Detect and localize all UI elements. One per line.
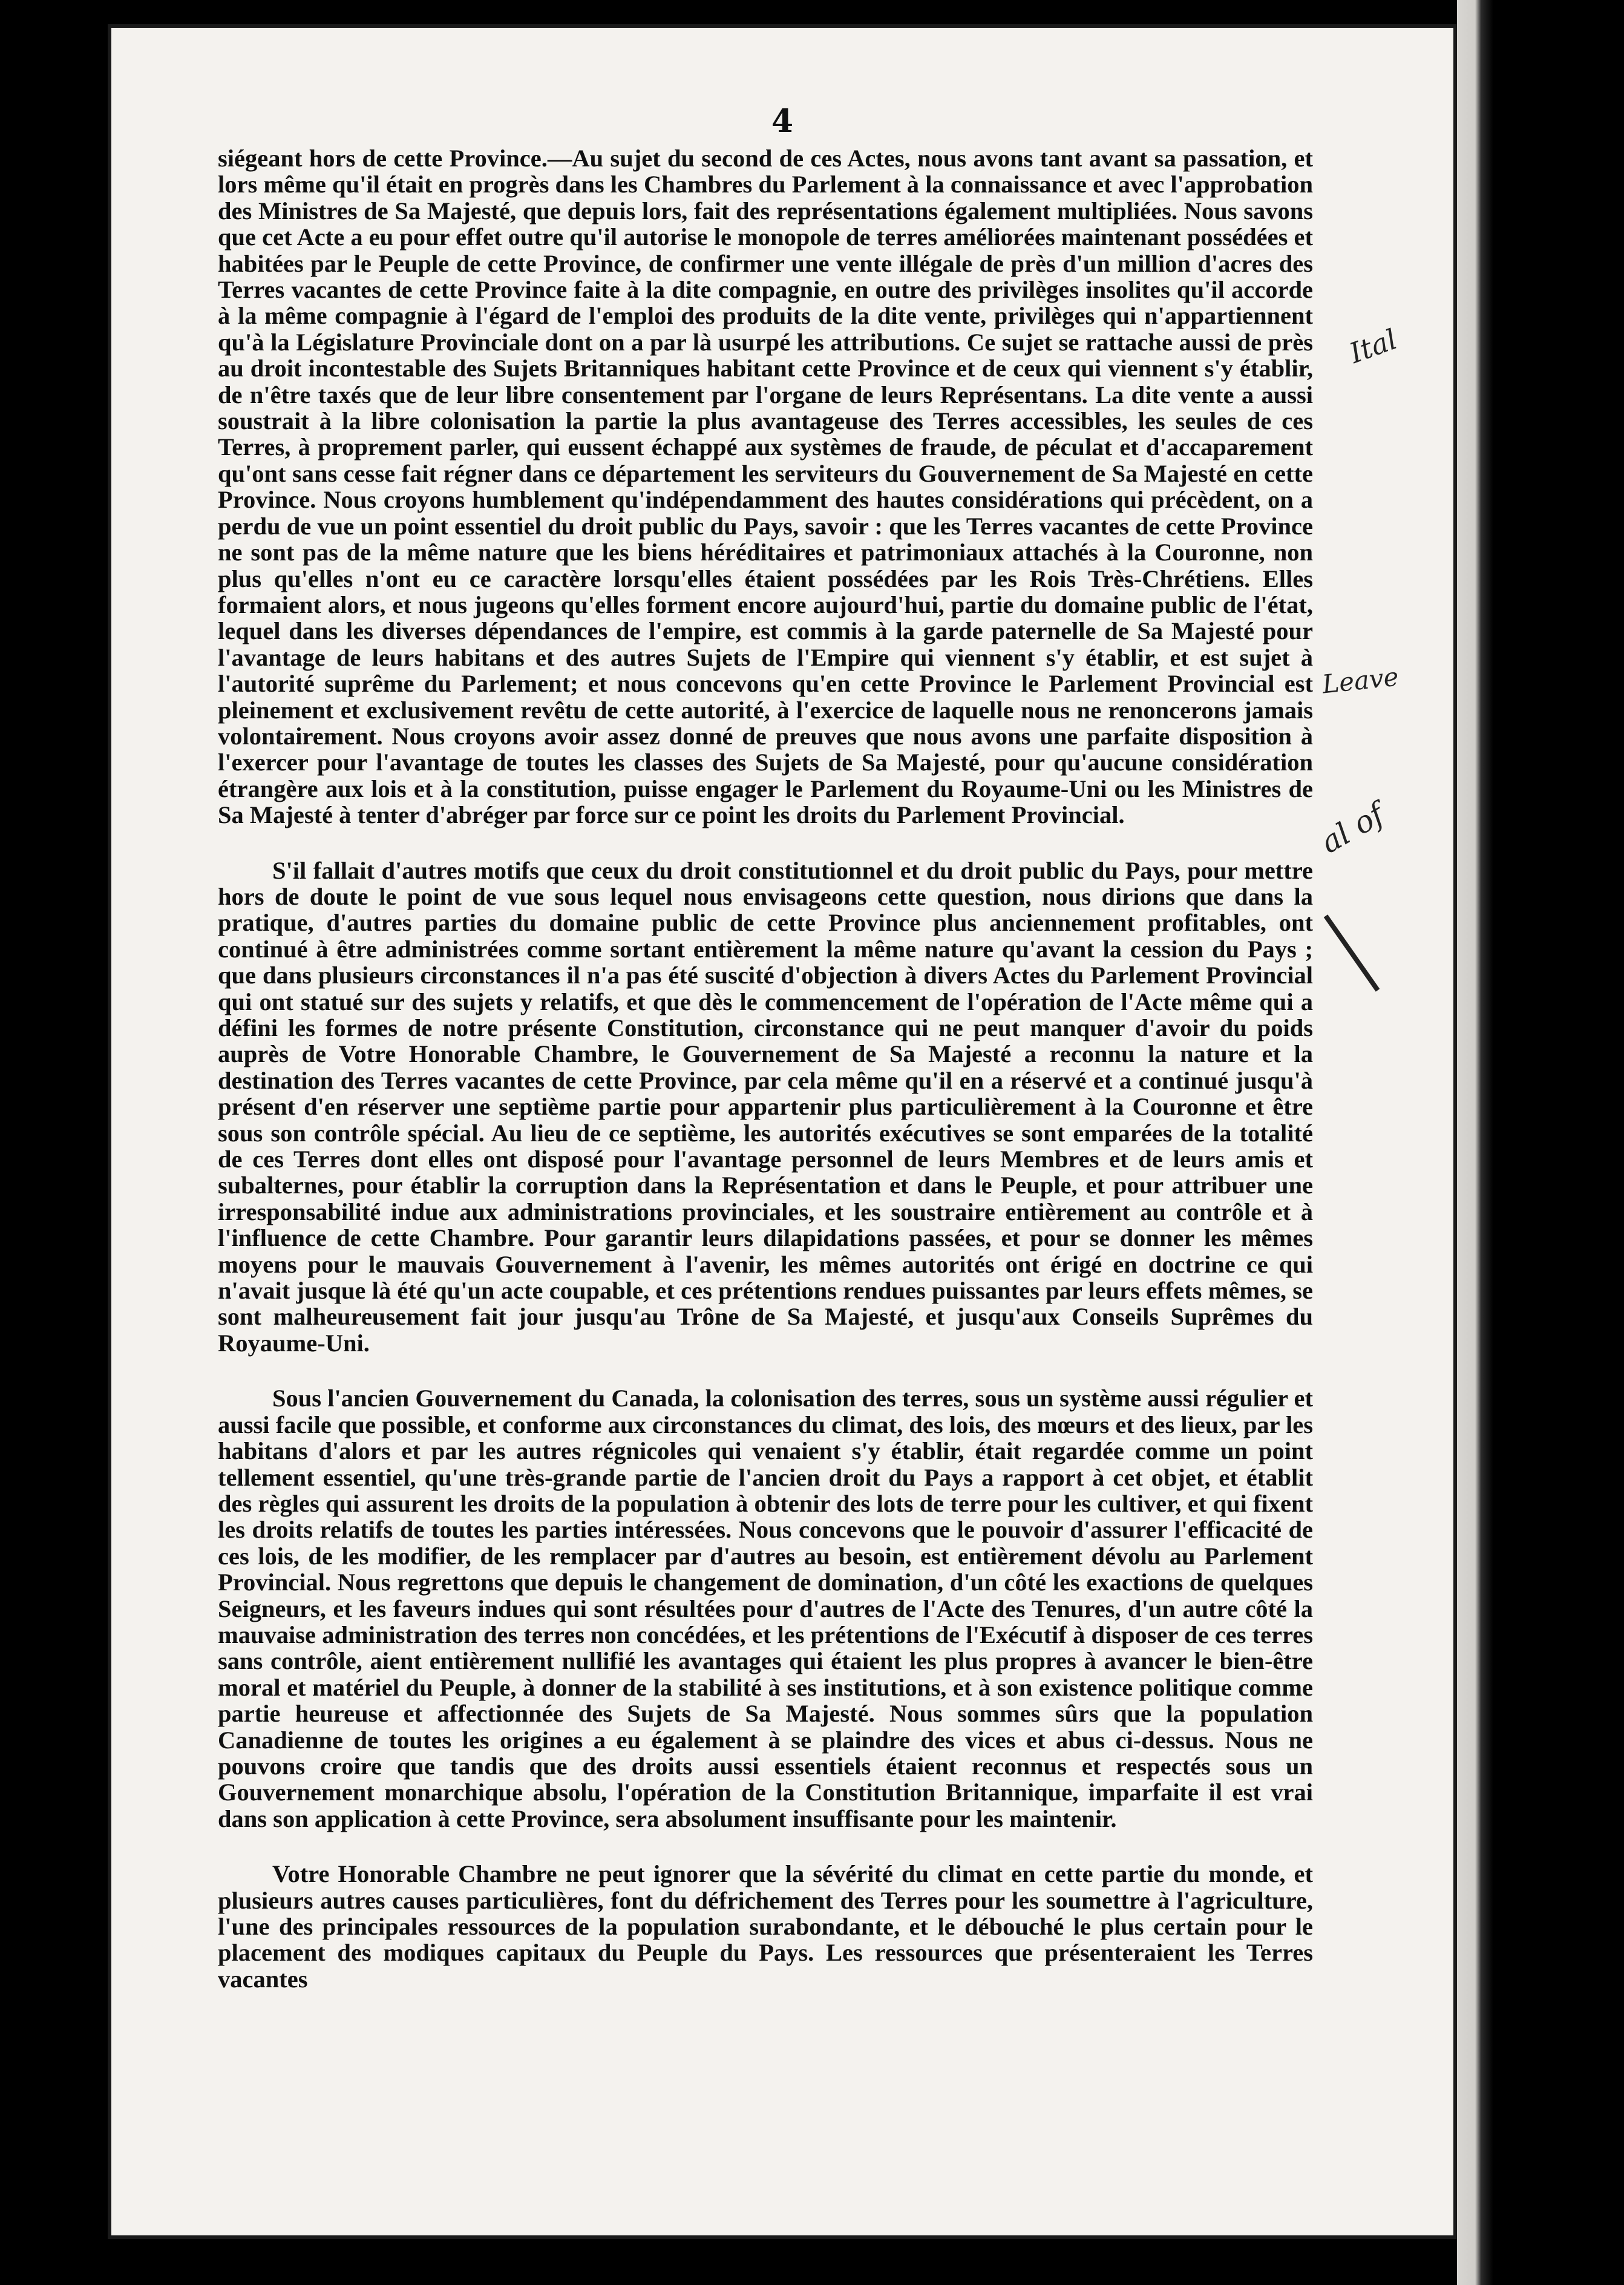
document-body: [218, 145, 1313, 1992]
margin-note-3: al of: [1314, 796, 1390, 861]
page-edge-shadow: [1457, 0, 1624, 2285]
paragraph-2: S'il fallait d'autres motifs que ceux du droit constitutionnel et du droit public du Pays, pour mettre hors de doute le point de vue sous lequel nous envisageons cette question, nous dirions que dans la pratique, d'autres parties du domaine public de cette Province plus anciennement profitables, ont continué à être administrées comme sortant entièrement la même nature qu'avant la cession du Pays ; que dans plusieurs circonstances il n'a pas été suscité d'objection à divers Actes du Parlement Provincial qui ont statué sur des sujets y relatifs, et que dès le commencement de l'opération de l'Acte même qui a défini les formes de notre présente Constitution, circonstance qui ne peut manquer d'avoir du poids auprès de Votre Honorable Chambre, le Gouvernement de Sa Majesté a reconnu la nature et la destination des Terres vacantes de cette Province, par cela même qu'il en a réservé et a continué jusqu'à présent d'en réserver une septième partie pour appartenir plus particulièrement à la Couronne et être sous son contrôle spécial. Au lieu de ce septième, les autorités exécutives se sont emparées de la totalité de ces Terres dont elles ont disposé pour l'avantage personnel de leurs Membres et de leurs amis et subalternes, pour établir la corruption dans la Représentation et dans le Peuple, et pour attribuer une irresponsabilité indue aux administrations provinciales, et les soustraire entièrement au contrôle et à l'influence de cette Chambre. Pour garantir leurs dilapidations passées, et pour se donner les mêmes moyens pour le mauvais Gouvernement à l'avenir, les mêmes autorités ont érigé en doctrine ce qui n'avait jusque là été qu'un acte coupable, et ces prétentions rendues puissantes par leurs effets mêmes, se sont malheureusement fait jour jusqu'au Trône de Sa Majesté, et jusqu'aux Conseils Suprêmes du Royaume-Uni.: [218, 856, 1313, 1357]
margin-note-1: Ital: [1345, 323, 1401, 370]
page-number: 4: [771, 103, 794, 140]
paragraph-3: Sous l'ancien Gouvernement du Canada, la colonisation des terres, sous un système aussi régulier et aussi facile que possible, et conforme aux circonstances du climat, des lois, des mœurs et des lieux, par les habitans d'alors et par les autres régnicoles qui venaient s'y établir, était regardée comme un point tellement essentiel, qu'une très-grande partie de l'ancien droit du Pays a rapport à cet objet, et établit des règles qui assurent les droits de la population à obtenir des lots de terre pour les cultiver, et qui fixent les droits relatifs de toutes les parties intéressées. Nous concevons que le pouvoir d'assurer l'efficacité de ces lois, de les modifier, de les remplacer par d'autres au besoin, est entièrement dévolu au Parlement Provincial. Nous regrettons que depuis le changement de domination, d'un côté les exactions de quelques Seigneurs, et les faveurs indues qui sont résultées pour d'autres de l'Acte des Tenures, d'un autre côté la mauvaise administration des terres non concédées, et les prétentions de l'Exécutif à disposer de ces terres sans contrôle, aient entièrement nullifié les avantages qui étaient les plus propres à avancer le bien-être moral et matériel du Peuple, à donner de la stabilité à ses institutions, et à son existence politique comme partie heureuse et affectionnée des Sujets de Sa Majesté. Nous sommes sûrs que la population Canadienne de toutes les origines a eu également à se plaindre des vices et abus ci-dessus. Nous ne pouvons croire que tandis que des droits aussi essentiels étaient reconnus et respectés sous un Gouvernement monarchique absolu, l'opération de la Constitution Britannique, imparfaite il est vrai dans son application à cette Province, sera absolument insuffisante pour les maintenir.: [218, 1385, 1313, 1832]
paragraph-4: Votre Honorable Chambre ne peut ignorer que la sévérité du climat en cette partie du monde, et plusieurs autres causes particulières, font du défrichement des Terres pour les soumettre à l'agriculture, l'une des principales ressources de la population surabondante, et le débouché le plus certain pour le placement des modiques capitaux du Peuple du Pays. Les ressources que présenteraient les Terres vacantes: [218, 1860, 1313, 1993]
paragraph-1: siégeant hors de cette Province.—Au sujet du second de ces Actes, nous avons tant avant sa passation, et lors même qu'il était en progrès dans les Chambres du Parlement à la connaissance et avec l'approbation des Ministres de Sa Majesté, que depuis lors, fait des représentations également multipliées. Nous savons que cet Acte a eu pour effet outre qu'il autorise le monopole de terres améliorées maintenant possédées et habitées par le Peuple de cette Province, de confirmer une vente illégale de près d'un million d'acres des Terres vacantes de cette Province faite à la dite compagnie, en outre des privilèges insolites qu'il accorde à la même compagnie à l'égard de l'emploi des produits de la dite vente, privilèges qui n'appartiennent qu'à la Législature Provinciale dont on a par là usurpé les attributions. Ce sujet se rattache aussi de près au droit incontestable des Sujets Britanniques habitant cette Province et de ceux qui viennent s'y établir, de n'être taxés que de leur libre consentement par l'organe de leurs Représentans. La dite vente a aussi soustrait à la libre colonisation la partie la plus avantageuse des Terres accessibles, les seules de ces Terres, à proprement parler, qui eussent échappé aux systèmes de fraude, de péculat et d'accaparement qu'ont sans cesse fait régner dans ce département les serviteurs du Gouvernement de Sa Majesté en cette Province. Nous croyons humblement qu'indépendamment des hautes considérations qui précèdent, on a perdu de vue un point essentiel du droit public du Pays, savoir : que les Terres vacantes de cette Province ne sont pas de la même nature que les biens héréditaires et patrimoniaux attachés à la Couronne, non plus qu'elles n'ont eu ce caractère lorsqu'elles étaient possédées par les Rois Très-Chrétiens. Elles formaient alors, et nous jugeons qu'elles forment encore aujourd'hui, partie du domaine public de l'état, lequel dans les diverses dépendances de l'empire, est commis à la garde paternelle de Sa Majesté pour l'avantage de leurs habitans et des autres Sujets de l'Empire qui viennent s'y établir, et est sujet à l'autorité suprême du Parlement; et nous concevons qu'en cette Province le Parlement Provincial est pleinement et exclusivement revêtu de cette autorité, à l'exercice de laquelle nous ne renoncerons jamais volontairement. Nous croyons avoir assez donné de preuves que nous avons une parfaite disposition à l'exercer pour l'avantage de toutes les classes des Sujets de Sa Majesté, pour qu'aucune considération étrangère aux lois et à la constitution, puisse engager le Parlement du Royaume-Uni ou les Ministres de Sa Majesté à tenter d'abréger par force sur ce point les droits du Parlement Provincial.: [218, 145, 1313, 829]
margin-note-2: Leave: [1320, 661, 1400, 700]
